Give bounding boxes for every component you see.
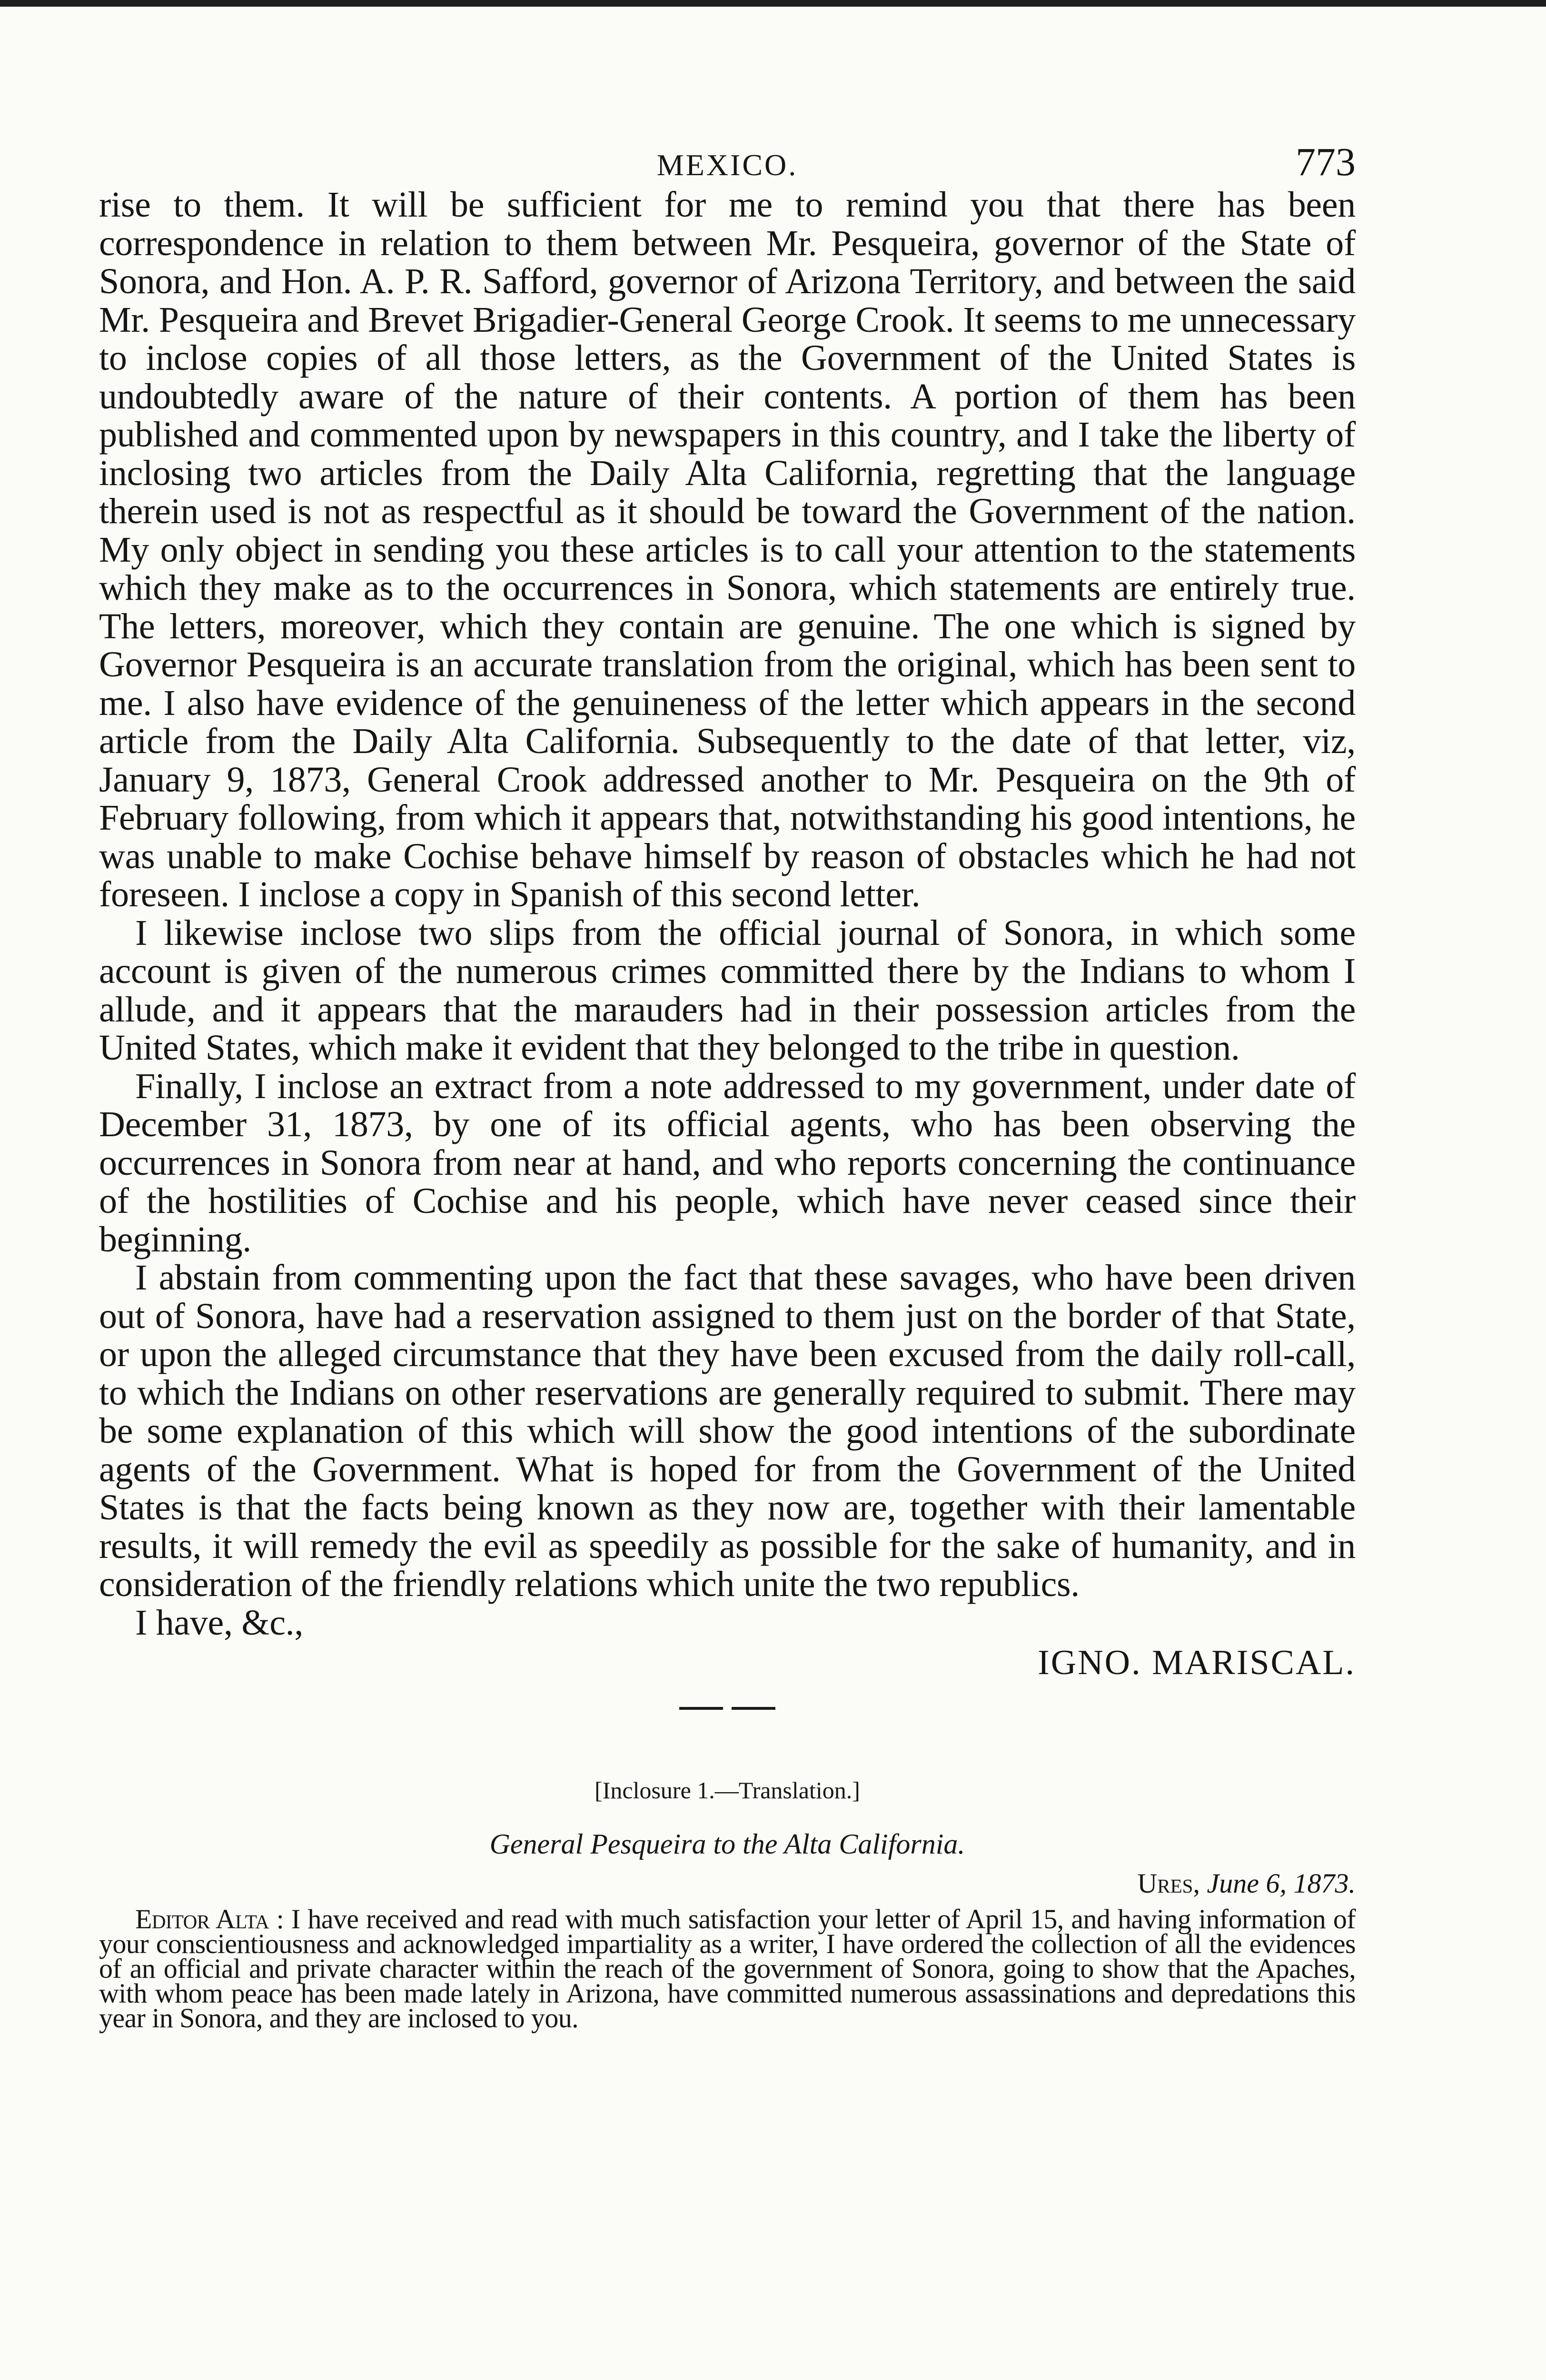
signature: IGNO. MARISCAL. [1038, 1643, 1356, 1682]
inclosure-heading: [Inclosure 1.—Translation.] [595, 1777, 860, 1804]
running-head-title: MEXICO. [656, 148, 798, 182]
inclosure-paragraph [99, 1904, 1356, 2033]
dateline-date: June 6, 1873. [1207, 1868, 1356, 1899]
inclosure-dateline [99, 1867, 1356, 1899]
dateline-place: Ures, [1137, 1868, 1200, 1899]
paragraph-4: I abstain from commenting upon the fact that these savages, who have been driven out of Sonora, have had a reservation assigned to them just on the border of that State, or upon the alleged circumstance that they have been excused from the daily roll-call, to which the Indians on other reservations are generally required to submit. There may be some explanation of this which will show the good intentions of the subordinate agents of the Government. What is hoped for from the Government of the United States is that the facts being known as they now are, together with their lamentable results, it will remedy the evil as speedily as possible for the sake of humanity, and in consideration of the friendly relations which unite the two republics. [99, 1258, 1356, 1604]
running-head [99, 129, 1356, 186]
page-number: 773 [1296, 140, 1356, 184]
separator-dash [679, 1707, 723, 1710]
closing-line: I have, &c., [135, 1602, 304, 1643]
inclosure-text: I have received and read with much satisfaction your letter of April 15, and having information of your conscientiousness and acknowledged impartiality as a writer, I have ordered the collection of all the evidences of an official and private character within the reach of the government of Sonora, going to show that the Apaches, with whom peace has been made lately in Arizona, have committed numerous assassinations and depredations this year in Sonora, and they are inclosed to you. [99, 1904, 1356, 2033]
letter-body [99, 186, 1356, 1683]
paragraph-3: Finally, I inclose an extract from a note addressed to my government, under date of December 31, 1873, by one of its official agents, who has been observing the occurrences in Sonora from near at hand, and who reports concerning the continuance of the hostilities of Cochise and his people, which have never ceased since their beginning. [99, 1066, 1356, 1259]
paragraph-1: rise to them. It will be sufficient for me to remind you that there has been correspondence in relation to them between Mr. Pesqueira, governor of the State of Sonora, and Hon. A. P. R. Safford, governor of Arizona Territory, and between the said Mr. Pesqueira and Brevet Brigadier-General George Crook. It seems to me unnecessary to inclose copies of all those letters, as the Government of the United States is undoubtedly aware of the nature of their contents. A portion of them has been published and commented upon by newspapers in this country, and I take the liberty of inclosing two articles from the Daily Alta California, regretting that the language therein used is not as respectful as it should be toward the Government of the nation. My only object in sending you these articles is to call your attention to the statements which they make as to the occurrences in Sonora, which statements are entirely true. The letters, moreover, which they contain are genuine. The one which is signed by Governor Pesqueira is an accurate translation from the original, which has been sent to me. I also have evidence of the genuineness of the letter which appears in the second article from the Daily Alta California. Subsequently to the date of that letter, viz, January 9, 1873, General Crook addressed another to Mr. Pesqueira on the 9th of February following, from which it appears that, notwithstanding his good intentions, he was unable to make Cochise behave himself by reason of obstacles which he had not foreseen. I inclose a copy in Spanish of this second letter. [99, 185, 1356, 914]
inclosure-title: General Pesqueira to the Alta California. [489, 1828, 965, 1860]
section-separator [99, 1707, 1356, 1710]
document-page [99, 129, 1356, 2031]
top-page-border [0, 0, 1546, 7]
paragraph-2: I likewise inclose two slips from the official journal of Sonora, in which some account is given of the numerous crimes committed there by the Indians to whom I allude, and it appears that the marauders had in their possession articles from the United States, which make it evident that they belonged to the tribe in question. [99, 912, 1356, 1068]
salutation: Editor Alta : [135, 1904, 284, 1934]
inclosure-body [99, 1904, 1356, 2033]
separator-dash [732, 1707, 775, 1710]
